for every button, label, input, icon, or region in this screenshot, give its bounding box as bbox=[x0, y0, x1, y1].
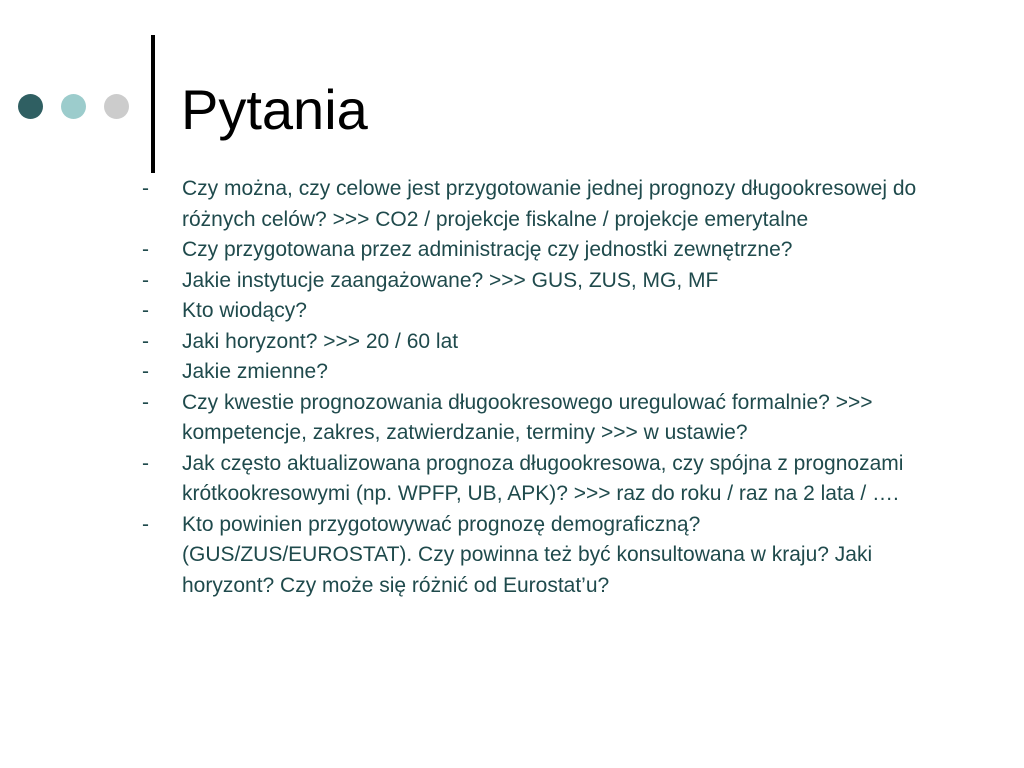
decorative-dot-gray bbox=[104, 94, 129, 119]
bullet-dash: - bbox=[142, 451, 149, 475]
decorative-dot-light-teal bbox=[61, 94, 86, 119]
question-text: Kto wiodący? bbox=[182, 299, 307, 322]
question-text: Jakie instytucje zaangażowane? >>> GUS, ZUS, MG, MF bbox=[182, 268, 719, 292]
question-text: Czy przygotowana przez administrację czy jednostki zewnętrzne? bbox=[182, 238, 793, 261]
decorative-dot-dark-teal bbox=[18, 94, 43, 119]
question-text: Jaki horyzont? >>> 20 / 60 lat bbox=[182, 329, 459, 353]
question-item bbox=[142, 327, 922, 358]
question-text: Kto powinien przygotowywać prognozę demograficzną? (GUS/ZUS/EUROSTAT). Czy powinna też być konsultowana w kraju? Jaki horyzont? Czy może się różnić od Eurostat’u? bbox=[182, 512, 873, 597]
title-divider bbox=[151, 35, 155, 173]
question-text: Jakie zmienne? bbox=[182, 360, 328, 383]
question-item bbox=[142, 510, 922, 602]
bullet-dash: - bbox=[142, 512, 149, 536]
question-text: Jak często aktualizowana prognoza długookresowa, czy spójna z prognozami krótkookresowymi (np. WPFP, UB, APK)? >>> raz do roku / raz na 2 lata / …. bbox=[182, 451, 904, 505]
question-list bbox=[142, 174, 922, 601]
question-item bbox=[142, 266, 922, 297]
bullet-dash: - bbox=[142, 238, 149, 261]
slide-title: Pytania bbox=[181, 78, 368, 141]
bullet-dash: - bbox=[142, 360, 149, 383]
question-text: Czy kwestie prognozowania długookresowego uregulować formalnie? >>> kompetencje, zakres, zatwierdzanie, terminy >>> w ustawie? bbox=[182, 390, 873, 444]
bullet-dash: - bbox=[142, 177, 149, 200]
bullet-dash: - bbox=[142, 268, 149, 292]
question-item bbox=[142, 174, 922, 235]
bullet-dash: - bbox=[142, 329, 149, 353]
bullet-dash: - bbox=[142, 390, 149, 414]
question-text: Czy można, czy celowe jest przygotowanie jednej prognozy długookresowej do różnych celów? >>> CO2 / projekcje fiskalne / projekcje emerytalne bbox=[182, 177, 917, 231]
bullet-dash: - bbox=[142, 299, 149, 322]
question-item bbox=[142, 235, 922, 266]
question-item bbox=[142, 388, 922, 449]
question-item bbox=[142, 296, 922, 327]
question-item bbox=[142, 449, 922, 510]
question-item bbox=[142, 357, 922, 388]
